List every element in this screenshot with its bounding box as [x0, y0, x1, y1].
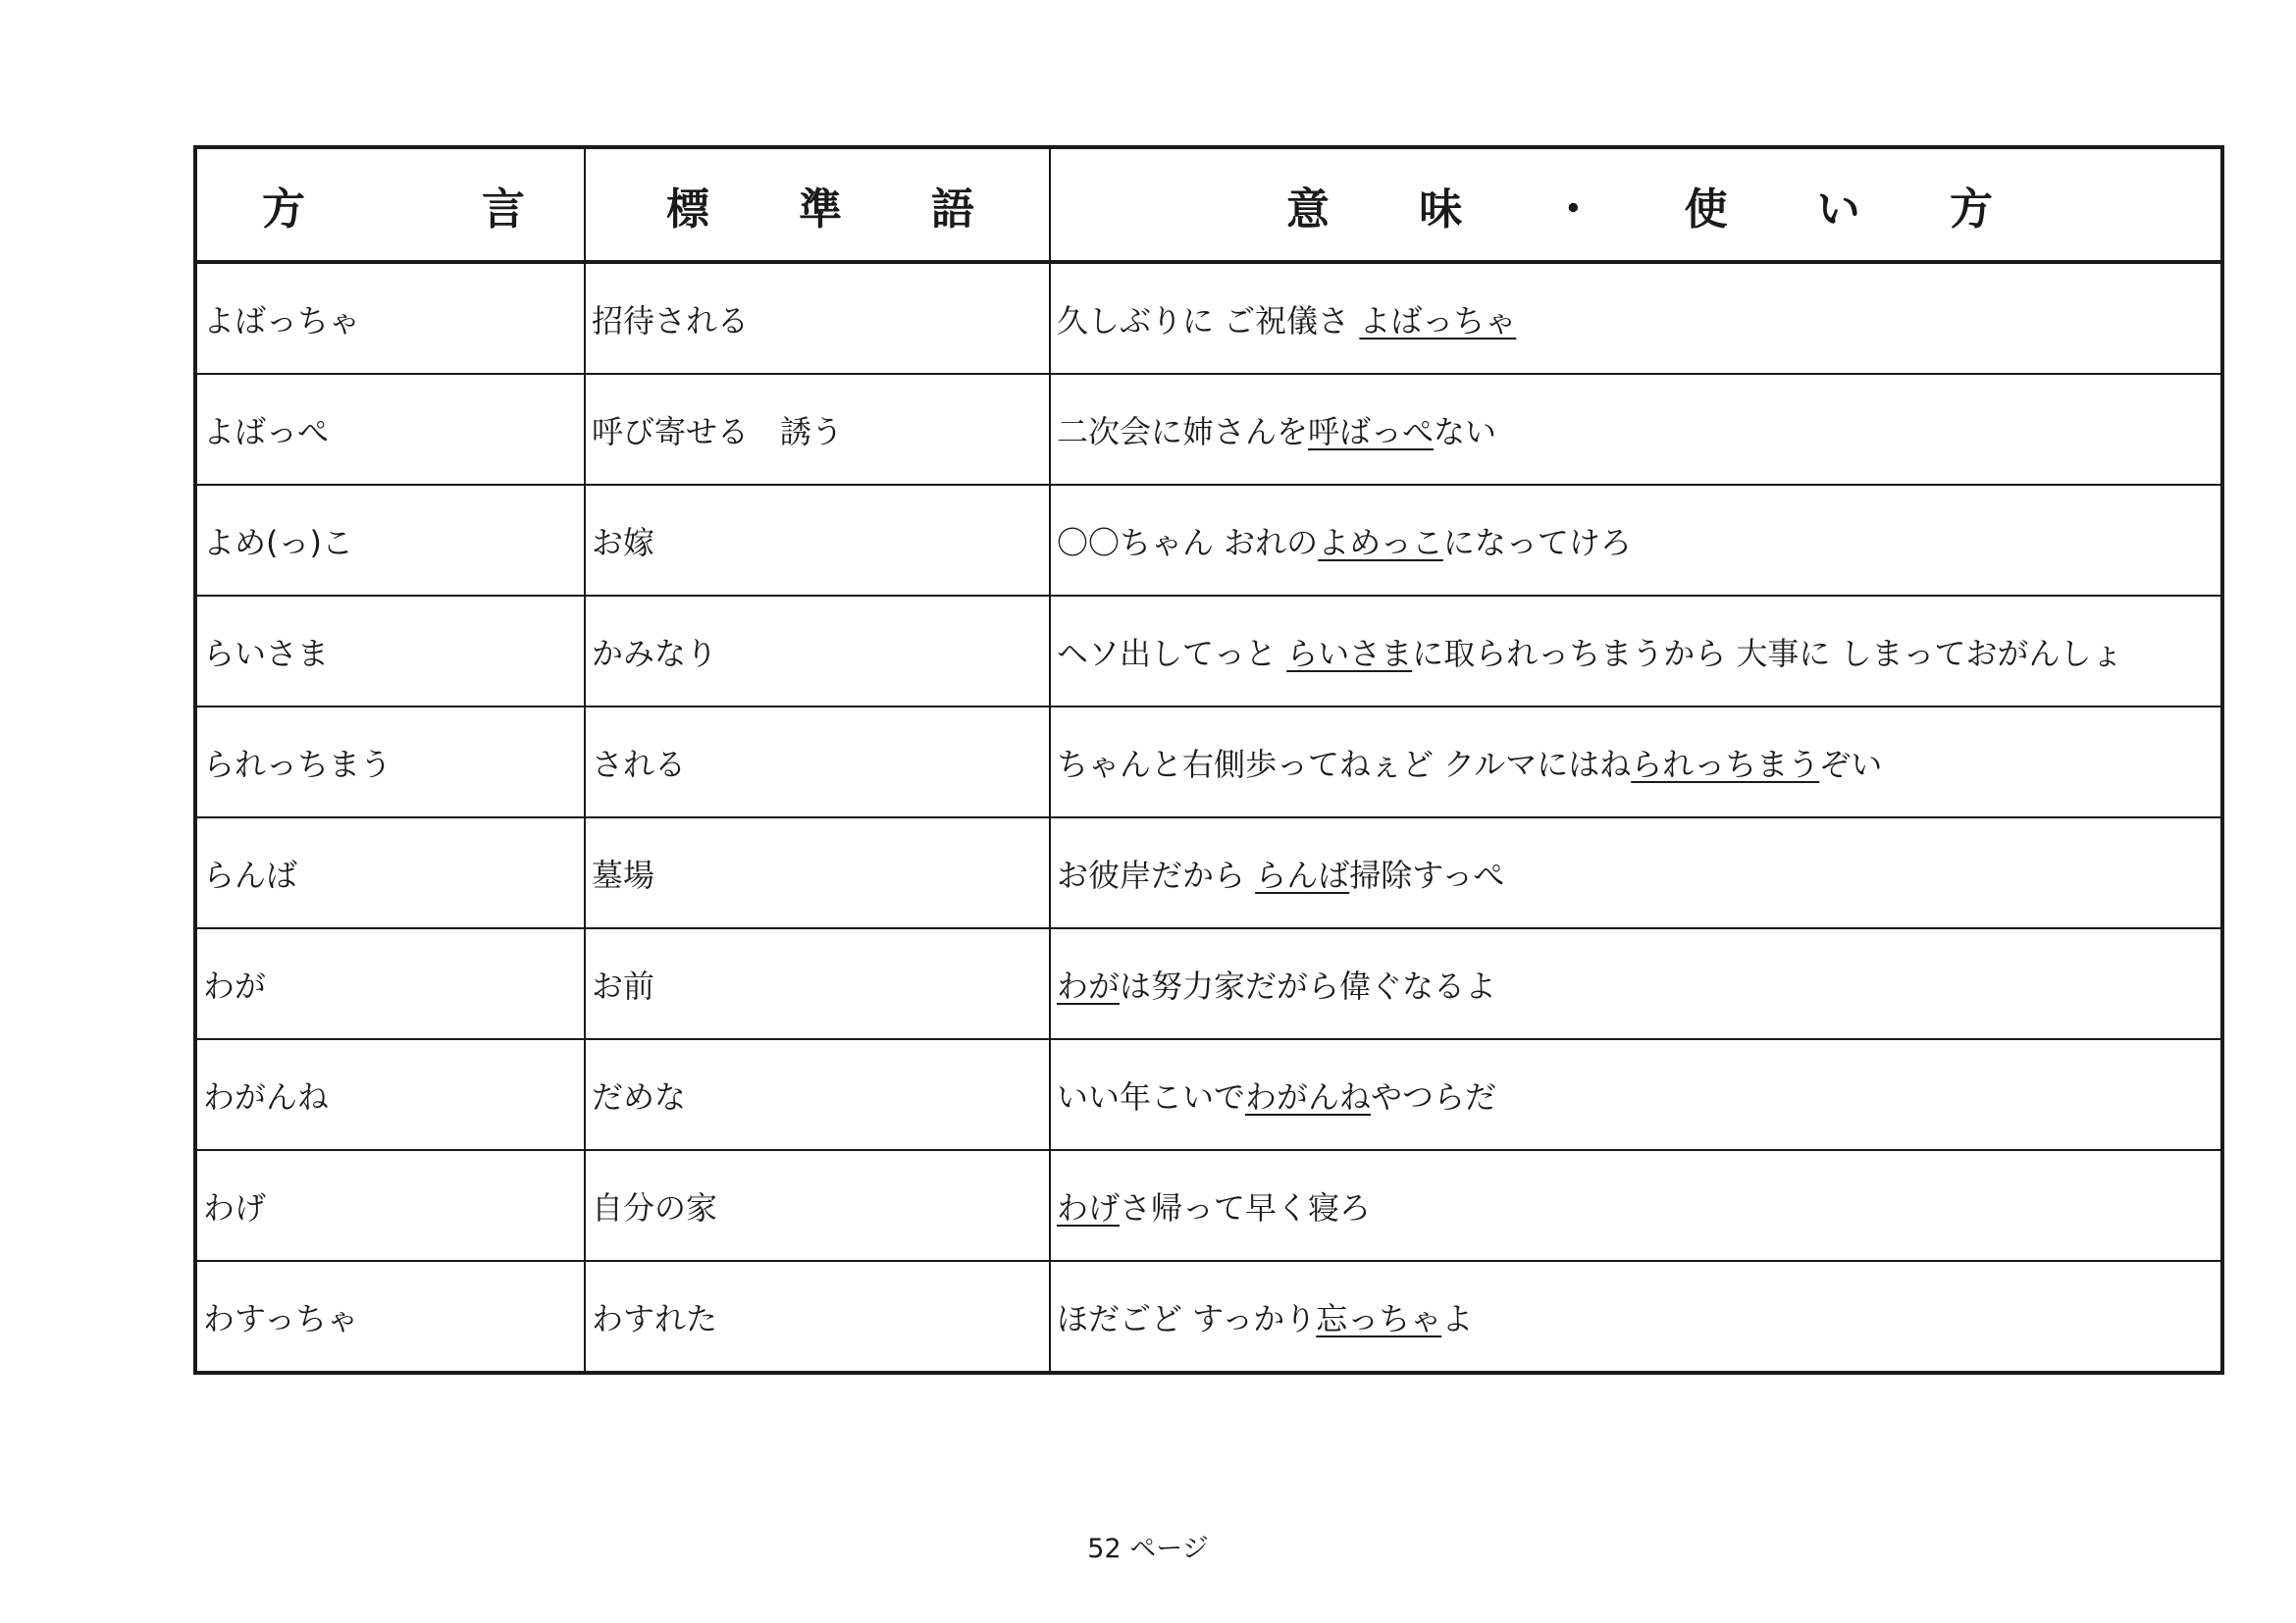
usage-text: ぞい	[1819, 745, 1883, 783]
dialect-term: らいさま	[195, 596, 585, 707]
standard-term: 呼び寄せる 誘う	[585, 374, 1050, 485]
dialect-term: わが	[195, 928, 585, 1039]
usage-highlight: らんば	[1255, 856, 1350, 894]
usage-text: よ	[1441, 1299, 1474, 1337]
dialect-term: わげ	[195, 1150, 585, 1261]
dialect-table	[193, 145, 2224, 1375]
standard-term: わすれた	[585, 1261, 1050, 1373]
usage-example	[1050, 485, 2222, 596]
usage-text: 久しぶりに ご祝儀さ	[1057, 301, 1360, 340]
usage-text: お彼岸だから	[1057, 856, 1256, 894]
table-row	[195, 1150, 2222, 1261]
usage-example	[1050, 262, 2222, 374]
usage-text: ヘソ出してっと	[1057, 634, 1287, 672]
header-standard	[585, 147, 1050, 262]
usage-text: やつらだ	[1371, 1077, 1497, 1116]
dialect-term: られっちまう	[195, 707, 585, 817]
usage-example	[1050, 596, 2222, 707]
standard-term: かみなり	[585, 596, 1050, 707]
usage-example	[1050, 1039, 2222, 1150]
usage-text: に取られっちまうから 大事に しまっておがんしょ	[1412, 634, 2123, 672]
table-row	[195, 1261, 2222, 1373]
standard-term: お前	[585, 928, 1050, 1039]
table-header-row	[195, 147, 2222, 262]
header-usage	[1050, 147, 2222, 262]
usage-highlight: 呼ばっぺ	[1308, 412, 1435, 450]
table-row	[195, 596, 2222, 707]
usage-text: 二次会に姉さんを	[1057, 412, 1309, 450]
dialect-term: わすっちゃ	[195, 1261, 585, 1373]
header-dialect-label: 方 言	[262, 183, 525, 235]
dialect-term: よめ(っ)こ	[195, 485, 585, 596]
standard-term: される	[585, 707, 1050, 817]
usage-highlight: 忘っちゃ	[1316, 1299, 1442, 1337]
usage-example	[1050, 817, 2222, 928]
usage-example	[1050, 928, 2222, 1039]
dialect-term: よばっちゃ	[195, 262, 585, 374]
usage-text: になってけろ	[1442, 523, 1632, 561]
usage-highlight: よばっちゃ	[1359, 301, 1517, 340]
usage-highlight: わげ	[1057, 1188, 1121, 1227]
table-body	[195, 262, 2222, 1373]
usage-highlight: られっちまう	[1631, 745, 1820, 783]
standard-term: 招待される	[585, 262, 1050, 374]
usage-text: ちゃんと右側歩ってねぇど クルマにはね	[1057, 745, 1632, 783]
page-number: 52 ページ	[1087, 1534, 1209, 1564]
standard-term: 自分の家	[585, 1150, 1050, 1261]
usage-example	[1050, 707, 2222, 817]
standard-term: だめな	[585, 1039, 1050, 1150]
usage-example	[1050, 1150, 2222, 1261]
table-row	[195, 1039, 2222, 1150]
header-usage-label: 意 味 ・ 使 い 方	[1286, 183, 1993, 235]
usage-text: ない	[1434, 412, 1497, 450]
usage-text: 掃除すっぺ	[1349, 856, 1505, 894]
header-standard-label: 標 準 語	[666, 183, 974, 235]
usage-text: さ帰って早く寝ろ	[1120, 1188, 1372, 1227]
header-dialect	[195, 147, 585, 262]
table-row	[195, 262, 2222, 374]
table-row	[195, 485, 2222, 596]
table-row	[195, 374, 2222, 485]
usage-example	[1050, 374, 2222, 485]
usage-text: ほだごど すっかり	[1057, 1299, 1317, 1337]
usage-text: 〇〇ちゃん おれの	[1057, 523, 1319, 561]
usage-highlight: よめっこ	[1318, 523, 1443, 561]
usage-highlight: わがんね	[1245, 1077, 1372, 1116]
dialect-term: わがんね	[195, 1039, 585, 1150]
dialect-term: らんば	[195, 817, 585, 928]
table-row	[195, 707, 2222, 817]
usage-text: いい年こいで	[1057, 1077, 1246, 1116]
standard-term: 墓場	[585, 817, 1050, 928]
usage-highlight: らいさま	[1286, 634, 1413, 672]
usage-example	[1050, 1261, 2222, 1373]
table-row	[195, 928, 2222, 1039]
dialect-term: よばっぺ	[195, 374, 585, 485]
standard-term: お嫁	[585, 485, 1050, 596]
usage-text: は努力家だがら偉ぐなるよ	[1120, 967, 1497, 1005]
table-row	[195, 817, 2222, 928]
usage-highlight: わが	[1057, 967, 1121, 1005]
